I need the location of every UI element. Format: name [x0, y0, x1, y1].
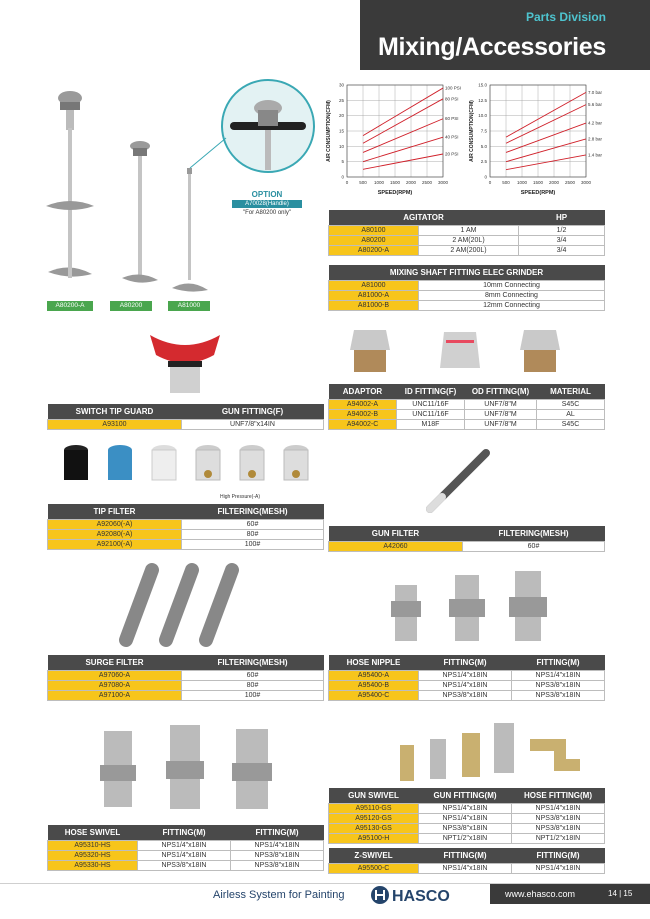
fitting-m-header: FITTING(M): [231, 825, 324, 840]
y-tick-label: 25: [338, 97, 344, 103]
series-label: 2.8 bar: [588, 136, 603, 142]
table-cell: 12mm Connecting: [419, 300, 605, 310]
switch-tip-guard-header: SWITCH TIP GUARD: [48, 404, 182, 419]
table-cell: 2 AM(20L): [419, 235, 519, 245]
part-code-cell: A95130-GS: [329, 823, 419, 833]
table-cell: NPS1/4"x18IN: [419, 680, 512, 690]
part-code-cell: A95320-HS: [48, 850, 138, 860]
x-tick-label: 0: [488, 180, 492, 185]
table-cell: NPS3/8"x18IN: [231, 860, 324, 870]
table-row: [329, 300, 605, 310]
part-code-cell: A97060-A: [48, 670, 182, 680]
y-tick-label: 2.5: [480, 159, 487, 165]
hose-nipple-images: [385, 565, 565, 645]
filtering-mesh-header: FILTERING(MESH): [463, 526, 605, 541]
table-cell: UNC11/16F: [397, 409, 465, 419]
fitting-m-header: FITTING(M): [419, 655, 512, 670]
part-code-cell: A80200-A: [329, 245, 419, 255]
table-row: [329, 235, 605, 245]
table-cell: NPS1/4"x18IN: [512, 863, 605, 873]
table-cell: NPS1/4"x18IN: [419, 863, 512, 873]
gun-fitting-m-header: GUN FITTING(M): [419, 788, 512, 803]
table-cell: S45C: [537, 419, 605, 429]
table-row: [329, 225, 605, 235]
table-row: [329, 245, 605, 255]
table-cell: NPS1/4"x18IN: [419, 803, 512, 813]
x-tick-label: 3000: [580, 180, 592, 185]
agitator-header: AGITATOR: [329, 210, 519, 225]
fitting-m-header: FITTING(M): [512, 655, 605, 670]
material-header: MATERIAL: [537, 384, 605, 399]
hose-swivel-c-image: [232, 729, 272, 809]
option-handle-image: [190, 80, 314, 172]
x-tick-label: 1000: [516, 180, 528, 185]
part-code-cell: A95110-GS: [329, 803, 419, 813]
surge-filter-images: [110, 560, 250, 650]
table-row: [329, 813, 605, 823]
filtering-mesh-header: FILTERING(MESH): [182, 504, 324, 519]
part-code-cell: A95310-HS: [48, 840, 138, 850]
hose-nipple-c-image: [509, 571, 547, 641]
switch-tip-guard-table: [47, 404, 324, 430]
table-cell: NPS3/8"x18IN: [419, 823, 512, 833]
hose-swivel-header: HOSE SWIVEL: [48, 825, 138, 840]
y-axis-label: AIR CONSUMPTION(CFM): [326, 100, 332, 162]
series-line: [363, 119, 443, 153]
table-row: [329, 803, 605, 813]
y-axis-label: AIR CONSUMPTION(CFM): [469, 100, 475, 162]
table-cell: 10mm Connecting: [419, 280, 605, 290]
y-tick-label: 0: [484, 174, 487, 180]
table-cell: 60#: [182, 670, 324, 680]
division-label: Parts Division: [525, 10, 606, 24]
agitator-table: [328, 210, 605, 256]
id-fitting-header: ID FITTING(F): [397, 384, 465, 399]
series-label: 60 PSI: [445, 116, 459, 122]
table-cell: AL: [537, 409, 605, 419]
gun-swivel-d-image: [494, 723, 514, 773]
table-row: [329, 280, 605, 290]
table-cell: 1/2: [519, 225, 605, 235]
y-tick-label: 0: [341, 174, 344, 180]
series-label: 20 PSI: [445, 151, 459, 157]
mixing-shaft-table: [328, 265, 605, 311]
hose-fitting-m-header: HOSE FITTING(M): [512, 788, 605, 803]
table-cell: 8mm Connecting: [419, 290, 605, 300]
table-cell: UNF7/8"M: [465, 419, 537, 429]
hose-nipple-header: HOSE NIPPLE: [329, 655, 419, 670]
table-row: [329, 541, 605, 551]
table-row: [48, 860, 324, 870]
page-numbers: 14 | 15: [608, 889, 633, 898]
series-label: 40 PSI: [445, 134, 459, 140]
agitator-label: A80200-A: [47, 301, 93, 311]
table-cell: UNF7/8"M: [465, 409, 537, 419]
table-cell: S45C: [537, 399, 605, 409]
table-cell: 60#: [182, 519, 324, 529]
tip-filter-black-image: [64, 445, 88, 480]
part-code-cell: A81000-A: [329, 290, 419, 300]
series-label: 5.6 bar: [588, 102, 603, 108]
high-pressure-note: High Pressure(-A): [220, 494, 261, 500]
part-code-cell: A42060: [329, 541, 463, 551]
table-row: [48, 840, 324, 850]
x-tick-label: 1500: [532, 180, 544, 185]
table-cell: UNF7/8"x14IN: [182, 419, 324, 429]
table-row: [329, 833, 605, 843]
hose-nipple-table: [328, 655, 605, 701]
option-title: OPTION: [251, 190, 283, 199]
series-line: [506, 92, 586, 137]
table-cell: NPS3/8"x18IN: [512, 690, 605, 700]
table-cell: NPS1/4"x18IN: [138, 840, 231, 850]
agitator-a81000-image: [172, 168, 208, 292]
table-cell: NPT1/2"x18IN: [419, 833, 512, 843]
part-code-cell: A95400-C: [329, 690, 419, 700]
x-tick-label: 3000: [437, 180, 449, 185]
table-cell: NPS1/4"x18IN: [512, 803, 605, 813]
agitator-a80200a-image: [46, 91, 94, 278]
tip-filter-header: TIP FILTER: [48, 504, 182, 519]
series-line: [506, 155, 586, 170]
part-code-cell: A94002-C: [329, 419, 397, 429]
tip-filter-table: [47, 504, 324, 550]
option-part: A70028(Handle): [232, 200, 302, 208]
tip-filter-hp3-image: [284, 445, 308, 480]
table-row: [48, 419, 324, 429]
part-code-cell: A95400-B: [329, 680, 419, 690]
part-code-cell: A81000-B: [329, 300, 419, 310]
brand-text: HASCO: [392, 888, 450, 905]
table-cell: NPS3/8"x18IN: [231, 850, 324, 860]
table-row: [329, 680, 605, 690]
page-title: Mixing/Accessories: [377, 33, 606, 61]
table-cell: UNF7/8"M: [465, 399, 537, 409]
part-code-cell: A95400-A: [329, 670, 419, 680]
series-label: 1.4 bar: [588, 152, 603, 158]
table-row: [329, 419, 605, 429]
table-row: [48, 670, 324, 680]
hose-swivel-table: [47, 825, 324, 871]
part-code-cell: A95120-GS: [329, 813, 419, 823]
series-line: [363, 88, 443, 136]
fitting-m-header: FITTING(M): [138, 825, 231, 840]
part-code-cell: A80200: [329, 235, 419, 245]
gun-swivel-c-image: [462, 733, 480, 777]
footer-url[interactable]: www.ehasco.com: [505, 889, 576, 899]
gun-filter-image: [420, 445, 500, 515]
table-row: [329, 290, 605, 300]
y-tick-label: 10: [338, 143, 344, 149]
series-line: [363, 99, 443, 143]
x-tick-label: 2000: [548, 180, 560, 185]
z-swivel-table: [328, 848, 605, 874]
part-code-cell: A92060(-A): [48, 519, 182, 529]
tip-filter-blue-image: [108, 445, 132, 480]
adaptor-images: [340, 320, 600, 380]
x-tick-label: 500: [359, 180, 367, 185]
series-line: [506, 139, 586, 162]
part-code-cell: A97100-A: [48, 690, 182, 700]
part-code-cell: A97080-A: [48, 680, 182, 690]
gun-swivel-header: GUN SWIVEL: [329, 788, 419, 803]
gun-swivel-table: [328, 788, 605, 844]
table-cell: NPS3/8"x18IN: [138, 860, 231, 870]
table-cell: NPS3/8"x18IN: [512, 823, 605, 833]
z-swivel-image: [530, 745, 580, 765]
surge-filter-table: [47, 655, 324, 701]
series-label: 80 PSI: [445, 96, 459, 102]
od-fitting-header: OD FITTING(M): [465, 384, 537, 399]
part-code-cell: A94002-A: [329, 399, 397, 409]
table-row: [48, 539, 324, 549]
table-cell: 80#: [182, 680, 324, 690]
table-cell: 2 AM(200L): [419, 245, 519, 255]
table-row: [48, 690, 324, 700]
part-code-cell: A95500-C: [329, 863, 419, 873]
agitator-label: A80200: [110, 301, 152, 311]
option-note: "For A80200 only": [243, 210, 291, 216]
table-cell: 3/4: [519, 235, 605, 245]
table-cell: NPS1/4"x18IN: [138, 850, 231, 860]
table-cell: NPS1/4"x18IN: [231, 840, 324, 850]
mixing-shaft-header: MIXING SHAFT FITTING ELEC GRINDER: [329, 265, 605, 280]
series-label: 100 PSI: [445, 85, 462, 91]
series-label: 4.2 bar: [588, 120, 603, 126]
air-consumption-chart-psi: [322, 80, 472, 205]
adaptor-b-image: [440, 332, 480, 368]
x-axis-label: SPEED(RPM): [377, 190, 413, 196]
table-row: [48, 680, 324, 690]
gun-fitting-header: GUN FITTING(F): [182, 404, 324, 419]
table-cell: 60#: [463, 541, 605, 551]
hose-nipple-b-image: [449, 575, 485, 641]
fitting-m-header: FITTING(M): [419, 848, 512, 863]
part-code-cell: A94002-B: [329, 409, 397, 419]
y-tick-label: 15.0: [478, 82, 487, 88]
y-tick-label: 5: [341, 159, 344, 165]
x-tick-label: 0: [345, 180, 349, 185]
x-tick-label: 2000: [405, 180, 417, 185]
adaptor-c-image: [520, 330, 560, 372]
tip-filter-hp2-image: [240, 445, 264, 480]
table-cell: NPT1/2"x18IN: [512, 833, 605, 843]
tip-filter-images: [60, 440, 310, 496]
y-tick-label: 15: [338, 128, 344, 134]
table-cell: 100#: [182, 690, 324, 700]
part-code-cell: A92080(-A): [48, 529, 182, 539]
y-tick-label: 20: [338, 113, 344, 119]
table-row: [329, 823, 605, 833]
series-label: 7.0 bar: [588, 89, 603, 95]
y-tick-label: 10.0: [478, 113, 487, 119]
part-code-cell: A80100: [329, 225, 419, 235]
hose-swivel-images: [90, 715, 290, 815]
agitator-a80200-image: [122, 141, 158, 283]
part-code-cell: A92100(-A): [48, 539, 182, 549]
part-code-cell: A95100-H: [329, 833, 419, 843]
switch-tip-guard-image: [140, 325, 230, 400]
x-tick-label: 2500: [564, 180, 576, 185]
gun-filter-header: GUN FILTER: [329, 526, 463, 541]
x-tick-label: 1000: [373, 180, 385, 185]
x-tick-label: 2500: [421, 180, 433, 185]
x-axis-label: SPEED(RPM): [520, 190, 556, 196]
part-code-cell: A95330-HS: [48, 860, 138, 870]
table-cell: 3/4: [519, 245, 605, 255]
y-tick-label: 7.5: [480, 128, 487, 134]
table-cell: NPS3/8"x18IN: [419, 690, 512, 700]
hose-swivel-b-image: [166, 725, 204, 809]
table-cell: NPS1/4"x18IN: [419, 670, 512, 680]
gun-swivel-b-image: [430, 739, 446, 779]
y-tick-label: 5.0: [480, 143, 487, 149]
table-row: [48, 850, 324, 860]
x-tick-label: 1500: [389, 180, 401, 185]
y-tick-label: 12.5: [478, 97, 487, 103]
option-callout: [232, 190, 302, 216]
hose-swivel-a-image: [100, 731, 136, 807]
adaptor-header: ADAPTOR: [329, 384, 397, 399]
filtering-mesh-header: FILTERING(MESH): [182, 655, 324, 670]
gun-filter-table: [328, 526, 605, 552]
table-row: [329, 670, 605, 680]
footer-slogan: Airless System for Painting: [213, 889, 345, 901]
table-row: [329, 863, 605, 873]
table-cell: 100#: [182, 539, 324, 549]
y-tick-label: 30: [338, 82, 344, 88]
tip-filter-hp1-image: [196, 445, 220, 480]
part-code-cell: A81000: [329, 280, 419, 290]
part-code-cell: A93100: [48, 419, 182, 429]
table-row: [48, 519, 324, 529]
table-row: [329, 409, 605, 419]
agitator-label: A81000: [168, 301, 210, 311]
gun-swivel-images: [390, 715, 590, 785]
table-cell: NPS3/8"x18IN: [512, 680, 605, 690]
series-line: [363, 137, 443, 162]
table-cell: 1 AM: [419, 225, 519, 235]
fitting-m-header: FITTING(M): [512, 848, 605, 863]
gun-swivel-a-image: [400, 745, 414, 781]
table-row: [329, 399, 605, 409]
hp-header: HP: [519, 210, 605, 225]
table-cell: NPS1/4"x18IN: [512, 670, 605, 680]
adaptor-a-image: [350, 330, 390, 372]
table-cell: NPS3/8"x18IN: [512, 813, 605, 823]
z-swivel-header: Z-SWIVEL: [329, 848, 419, 863]
tip-filter-white-image: [152, 445, 176, 480]
surge-filter-header: SURGE FILTER: [48, 655, 182, 670]
adaptor-table: [328, 384, 605, 430]
table-cell: M18F: [397, 419, 465, 429]
hasco-logo: [370, 884, 490, 906]
air-consumption-chart-bar: [465, 80, 615, 205]
hose-nipple-a-image: [391, 585, 421, 641]
table-cell: NPS1/4"x18IN: [419, 813, 512, 823]
table-row: [329, 690, 605, 700]
table-cell: 80#: [182, 529, 324, 539]
x-tick-label: 500: [502, 180, 510, 185]
table-cell: UNC11/16F: [397, 399, 465, 409]
table-row: [48, 529, 324, 539]
